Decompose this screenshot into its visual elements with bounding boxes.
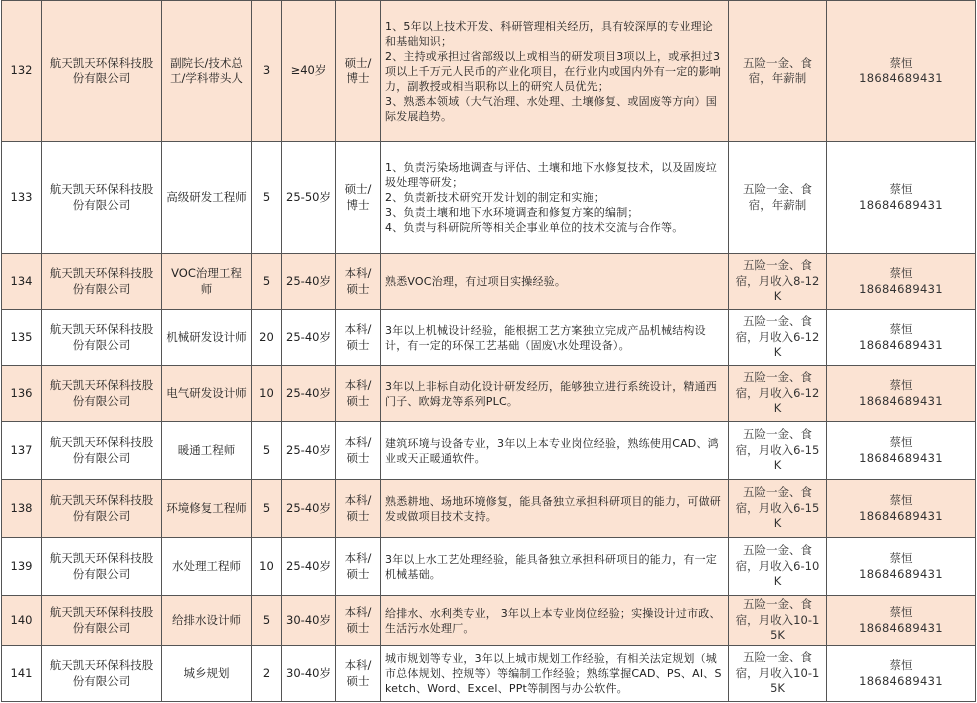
contact-name: 蔡恒 xyxy=(889,182,913,196)
headcount: 2 xyxy=(252,646,282,702)
table-row xyxy=(2,646,976,702)
contact-phone: 18684689431 xyxy=(859,393,943,408)
job-listing-table xyxy=(1,0,976,702)
headcount: 10 xyxy=(252,366,282,422)
contact-info xyxy=(827,538,976,596)
contact-info xyxy=(827,422,976,480)
position-title: 机械研发设计师 xyxy=(162,310,252,366)
degree-requirement: 硕士/博士 xyxy=(336,142,381,254)
table-row xyxy=(2,422,976,480)
contact-name: 蔡恒 xyxy=(889,435,913,449)
degree-requirement: 硕士/博士 xyxy=(336,1,381,142)
row-number: 134 xyxy=(2,254,42,310)
headcount: 5 xyxy=(252,142,282,254)
company-name: 航天凯天环保科技股份有限公司 xyxy=(42,538,162,596)
headcount: 5 xyxy=(252,480,282,538)
row-number: 132 xyxy=(2,1,42,142)
row-number: 137 xyxy=(2,422,42,480)
job-requirements: 熟悉耕地、场地环境修复，能具备独立承担科研项目的能力，可做研发或做项目技术支持。 xyxy=(381,480,729,538)
company-name: 航天凯天环保科技股份有限公司 xyxy=(42,1,162,142)
age-requirement: 25-40岁 xyxy=(282,422,336,480)
contact-info xyxy=(827,1,976,142)
degree-requirement: 本科/硕士 xyxy=(336,480,381,538)
company-name: 航天凯天环保科技股份有限公司 xyxy=(42,596,162,646)
age-requirement: 25-50岁 xyxy=(282,142,336,254)
company-name: 航天凯天环保科技股份有限公司 xyxy=(42,422,162,480)
contact-info xyxy=(827,142,976,254)
contact-phone: 18684689431 xyxy=(859,450,943,465)
position-title: 副院长/技术总工/学科带头人 xyxy=(162,1,252,142)
row-number: 141 xyxy=(2,646,42,702)
age-requirement: 25-40岁 xyxy=(282,310,336,366)
benefits: 五险一金、食宿，月收入6-15K xyxy=(729,480,827,538)
benefits: 五险一金、食宿，年薪制 xyxy=(729,142,827,254)
age-requirement: 25-40岁 xyxy=(282,254,336,310)
contact-phone: 18684689431 xyxy=(859,71,943,85)
degree-requirement: 本科/硕士 xyxy=(336,538,381,596)
position-title: 水处理工程师 xyxy=(162,538,252,596)
table-row xyxy=(2,254,976,310)
company-name: 航天凯天环保科技股份有限公司 xyxy=(42,480,162,538)
position-title: VOC治理工程师 xyxy=(162,254,252,310)
contact-phone: 18684689431 xyxy=(859,197,943,212)
contact-name: 蔡恒 xyxy=(889,605,913,619)
headcount: 5 xyxy=(252,254,282,310)
position-title: 环境修复工程师 xyxy=(162,480,252,538)
contact-phone: 18684689431 xyxy=(859,673,943,688)
contact-info xyxy=(827,254,976,310)
contact-name: 蔡恒 xyxy=(889,551,913,565)
degree-requirement: 本科/硕士 xyxy=(336,596,381,646)
table-body xyxy=(2,1,976,702)
age-requirement: ≥40岁 xyxy=(282,1,336,142)
row-number: 140 xyxy=(2,596,42,646)
benefits: 五险一金、食宿，月收入6-12K xyxy=(729,310,827,366)
age-requirement: 30-40岁 xyxy=(282,596,336,646)
company-name: 航天凯天环保科技股份有限公司 xyxy=(42,310,162,366)
contact-info xyxy=(827,646,976,702)
table-row xyxy=(2,480,976,538)
row-number: 138 xyxy=(2,480,42,538)
table-row xyxy=(2,310,976,366)
age-requirement: 25-40岁 xyxy=(282,538,336,596)
company-name: 航天凯天环保科技股份有限公司 xyxy=(42,142,162,254)
degree-requirement: 本科/硕士 xyxy=(336,254,381,310)
table-row xyxy=(2,538,976,596)
degree-requirement: 本科/硕士 xyxy=(336,422,381,480)
contact-name: 蔡恒 xyxy=(889,658,913,672)
contact-phone: 18684689431 xyxy=(859,508,943,523)
contact-info xyxy=(827,596,976,646)
company-name: 航天凯天环保科技股份有限公司 xyxy=(42,254,162,310)
row-number: 139 xyxy=(2,538,42,596)
contact-name: 蔡恒 xyxy=(889,55,913,70)
age-requirement: 25-40岁 xyxy=(282,366,336,422)
headcount: 10 xyxy=(252,538,282,596)
contact-name: 蔡恒 xyxy=(889,266,913,280)
company-name: 航天凯天环保科技股份有限公司 xyxy=(42,366,162,422)
degree-requirement: 本科/硕士 xyxy=(336,646,381,702)
age-requirement: 25-40岁 xyxy=(282,480,336,538)
benefits: 五险一金、食宿，月收入10-15K xyxy=(729,646,827,702)
table-row xyxy=(2,1,976,142)
headcount: 3 xyxy=(252,1,282,142)
benefits: 五险一金、食宿，月收入6-15K xyxy=(729,422,827,480)
job-requirements: 建筑环境与设备专业，3年以上本专业岗位经验，熟练使用CAD、鸿业或天正暖通软件。 xyxy=(381,422,729,480)
row-number: 133 xyxy=(2,142,42,254)
contact-phone: 18684689431 xyxy=(859,337,943,352)
contact-phone: 18684689431 xyxy=(859,566,943,581)
contact-phone: 18684689431 xyxy=(859,620,943,635)
position-title: 给排水设计师 xyxy=(162,596,252,646)
contact-name: 蔡恒 xyxy=(889,378,913,392)
job-requirements: 给排水、水利类专业， 3年以上本专业岗位经验；实操设计过市政、生活污水处理厂。 xyxy=(381,596,729,646)
contact-name: 蔡恒 xyxy=(889,493,913,507)
job-requirements: 3年以上非标自动化设计研发经历，能够独立进行系统设计，精通西门子、欧姆龙等系列PLC。 xyxy=(381,366,729,422)
contact-info xyxy=(827,480,976,538)
job-requirements: 熟悉VOC治理，有过项目实操经验。 xyxy=(381,254,729,310)
job-requirements: 1、负责污染场地调查与评估、土壤和地下水修复技术，以及固废垃圾处理等研发； 2、负责新技术研究开发计划的制定和实施； 3、负责土壤和地下水环境调查和修复方案的编制； 4、负责与科研院所等相关企事业单位的技术交流与合作等。 xyxy=(381,142,729,254)
benefits: 五险一金、食宿，月收入6-10K xyxy=(729,538,827,596)
row-number: 136 xyxy=(2,366,42,422)
position-title: 电气研发设计师 xyxy=(162,366,252,422)
company-name: 航天凯天环保科技股份有限公司 xyxy=(42,646,162,702)
position-title: 暖通工程师 xyxy=(162,422,252,480)
headcount: 5 xyxy=(252,596,282,646)
benefits: 五险一金、食宿，年薪制 xyxy=(729,1,827,142)
degree-requirement: 本科/硕士 xyxy=(336,366,381,422)
benefits: 五险一金、食宿，月收入8-12K xyxy=(729,254,827,310)
contact-info xyxy=(827,366,976,422)
job-requirements: 3年以上水工艺处理经验，能具备独立承担科研项目的能力，有一定机械基础。 xyxy=(381,538,729,596)
table-row xyxy=(2,142,976,254)
row-number: 135 xyxy=(2,310,42,366)
headcount: 20 xyxy=(252,310,282,366)
job-requirements: 3年以上机械设计经验，能根据工艺方案独立完成产品机械结构设计，有一定的环保工艺基础（固废\水处理设备）。 xyxy=(381,310,729,366)
position-title: 城乡规划 xyxy=(162,646,252,702)
degree-requirement: 本科/硕士 xyxy=(336,310,381,366)
job-requirements: 城市规划等专业，3年以上城市规划工作经验，有相关法定规划（城市总体规划、控规等）等编制工作经验；熟练掌握CAD、PS、AI、Sketch、Word、Excel、PPt等制图与办公软件。 xyxy=(381,646,729,702)
benefits: 五险一金、食宿，月收入10-15K xyxy=(729,596,827,646)
headcount: 5 xyxy=(252,422,282,480)
contact-name: 蔡恒 xyxy=(889,322,913,336)
contact-phone: 18684689431 xyxy=(859,281,943,296)
benefits: 五险一金、食宿，月收入6-12K xyxy=(729,366,827,422)
table-row xyxy=(2,596,976,646)
job-requirements: 1、5年以上技术开发、科研管理相关经历，具有较深厚的专业理论和基础知识； 2、主持或承担过省部级以上或相当的研发项目3项以上，或承担过3项以上千万元人民币的产业化项目，在行业内或国内外有一定的影响力，副教授或相当职称以上的研究人员优先； 3、熟悉本领域（大气治理、水处理、土壤修复、或固废等方向）国际发展趋势。 xyxy=(381,1,729,142)
table-row xyxy=(2,366,976,422)
position-title: 高级研发工程师 xyxy=(162,142,252,254)
age-requirement: 30-40岁 xyxy=(282,646,336,702)
contact-info xyxy=(827,310,976,366)
